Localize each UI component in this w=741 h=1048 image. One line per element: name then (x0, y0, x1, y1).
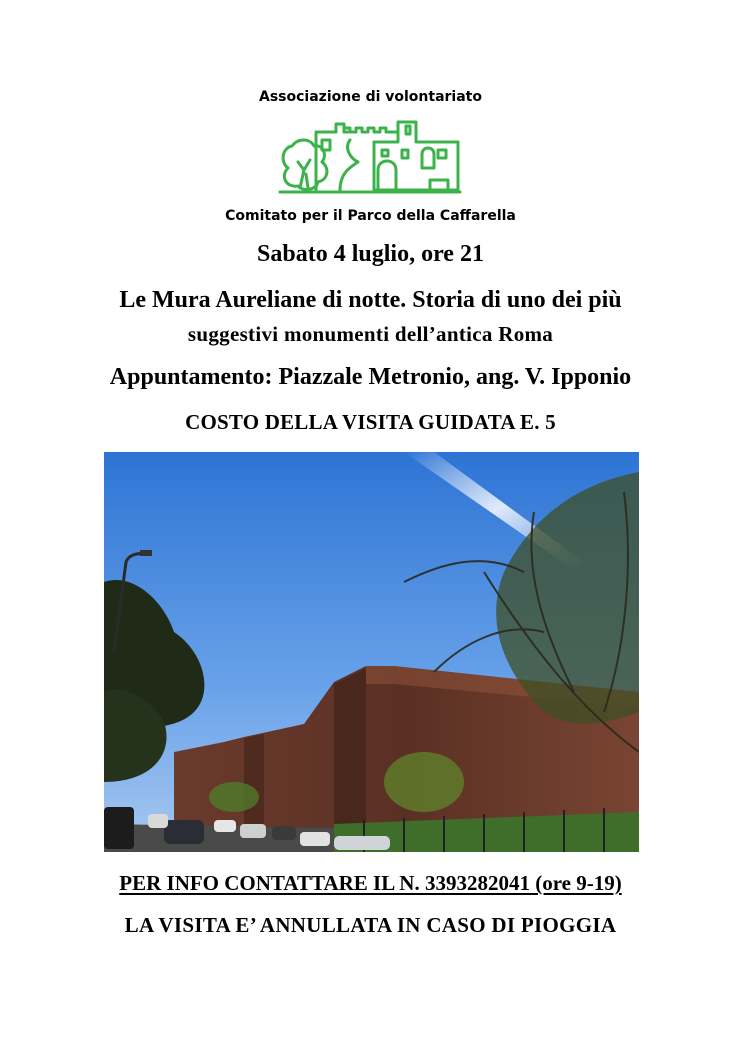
rain-cancellation-notice: LA VISITA E’ ANNULLATA IN CASO DI PIOGGIA (124, 913, 617, 937)
meeting-point: Appuntamento: Piazzale Metronio, ang. V. Ipponio (109, 364, 632, 390)
aurelian-walls-photo (104, 452, 639, 852)
event-title-line-2: suggestivi monumenti dell’antica Roma (187, 322, 554, 346)
event-date-time: Sabato 4 luglio, ore 21 (257, 241, 484, 267)
event-title-line-1: Le Mura Aureliane di notte. Storia di uno dei più (119, 287, 622, 313)
contact-info-text: PER INFO CONTATTARE IL N. 3393282041 (ore 9-19) (119, 871, 622, 895)
contact-info (0, 871, 741, 896)
association-label: Associazione di volontariato (259, 89, 482, 105)
tour-cost: COSTO DELLA VISITA GUIDATA E. 5 (185, 410, 556, 434)
committee-label: Comitato per il Parco della Caffarella (225, 208, 516, 224)
caffarella-park-logo-icon (278, 118, 462, 194)
